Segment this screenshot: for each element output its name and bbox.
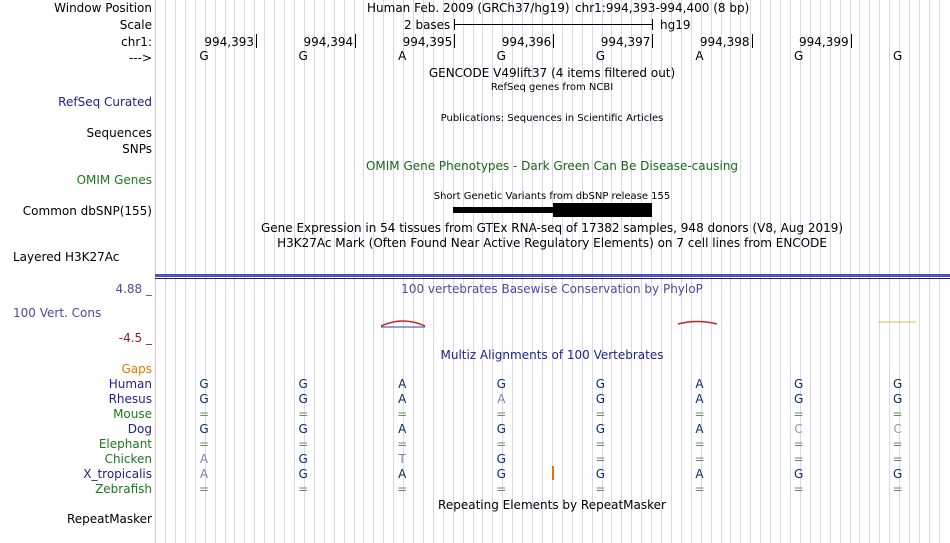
reference-base: G (496, 49, 506, 63)
grid-line (750, 0, 751, 543)
alignment-base: = (595, 482, 606, 496)
gencode-track-title[interactable]: GENCODE V49lift37 (4 items filtered out) (428, 66, 676, 80)
alignment-base: A (695, 377, 704, 391)
ruler-tick (454, 34, 455, 48)
species-label-x_tropicalis[interactable]: X_tropicalis (83, 467, 152, 481)
grid-line (810, 0, 811, 543)
alignment-base: G (893, 392, 903, 406)
alignment-base: G (793, 392, 804, 406)
alignment-base: = (694, 482, 705, 496)
alignment-base: A (398, 467, 407, 481)
alignment-base: A (199, 452, 209, 466)
alignment-base: = (793, 407, 804, 421)
grid-line (463, 0, 464, 543)
label-sequences[interactable]: Sequences (86, 126, 152, 140)
alignment-base: A (695, 467, 704, 481)
grid-line (820, 0, 821, 543)
grid-line (453, 0, 454, 543)
grid-line (185, 0, 186, 543)
label-phylop-max[interactable]: 4.88 _ (115, 282, 152, 296)
ruler-coordinate: 994,397 (600, 35, 651, 49)
alignment-base: = (496, 407, 507, 421)
label-phylop-min[interactable]: -4.5 _ (118, 331, 152, 345)
grid-line (721, 0, 722, 543)
ruler-coordinate: 994,395 (402, 35, 453, 49)
grid-line (780, 0, 781, 543)
grid-line (473, 0, 474, 543)
label-common-dbsnp[interactable]: Common dbSNP(155) (22, 204, 152, 218)
grid-line (850, 0, 851, 543)
alignment-base: G (793, 377, 804, 391)
grid-line (443, 0, 444, 543)
grid-line (840, 0, 841, 543)
grid-line (830, 0, 831, 543)
grid-line (929, 0, 930, 543)
alignment-base: G (298, 377, 308, 391)
grid-line (363, 0, 364, 543)
label-omim-genes[interactable]: OMIM Genes (76, 173, 152, 187)
alignment-base: G (595, 392, 606, 406)
grid-line (671, 0, 672, 543)
ruler-tick (652, 34, 653, 48)
alignment-base: A (199, 467, 209, 481)
label-repeatmasker[interactable]: RepeatMasker (66, 512, 152, 526)
alignment-base: G (298, 422, 308, 436)
alignment-base: = (397, 407, 408, 421)
h3k27ac-track-title[interactable]: H3K27Ac Mark (Often Found Near Active Regulatory Elements) on 7 cell lines from ENCODE (277, 236, 827, 250)
phylop-track-title[interactable]: 100 vertebrates Basewise Conservation by PhyloP (401, 282, 703, 296)
grid-line (314, 0, 315, 543)
alignment-base: A (398, 377, 407, 391)
reference-base: G (199, 49, 209, 63)
species-label-chicken[interactable]: Chicken (104, 452, 152, 466)
species-label-rhesus[interactable]: Rhesus (108, 392, 152, 406)
label-100-vert-cons[interactable]: 100 Vert. Cons (13, 306, 102, 320)
grid-line (284, 0, 285, 543)
label-strand[interactable]: ---> (128, 51, 152, 65)
grid-line (324, 0, 325, 543)
position-text: chr1:994,393-994,400 (8 bp) (575, 1, 750, 15)
alignment-base: G (298, 392, 308, 406)
label-chrom[interactable]: chr1: (121, 35, 152, 49)
grid-line (919, 0, 920, 543)
assembly-title: Human Feb. 2009 (GRCh37/hg19) (367, 1, 570, 15)
alignment-base: A (695, 392, 704, 406)
label-layered-h3k27ac[interactable]: Layered H3K27Ac (13, 250, 120, 264)
alignment-base: = (496, 437, 507, 451)
grid-line (859, 0, 860, 543)
grid-line (760, 0, 761, 543)
alignment-base: A (695, 422, 704, 436)
insertion-marker (552, 466, 554, 480)
grid-line (681, 0, 682, 543)
alignment-base: G (893, 377, 903, 391)
track-group-separator (155, 274, 950, 277)
grid-line (383, 0, 384, 543)
alignment-base: G (199, 377, 209, 391)
alignment-base: T (398, 452, 406, 466)
grid-line (661, 0, 662, 543)
ruler-coordinate: 994,393 (204, 35, 254, 49)
grid-line (711, 0, 712, 543)
alignment-base: = (694, 407, 705, 421)
alignment-base: = (793, 482, 804, 496)
alignment-base: A (497, 392, 506, 406)
grid-line (413, 0, 414, 543)
alignment-base: = (496, 482, 507, 496)
grid-line (264, 0, 265, 543)
species-label-mouse[interactable]: Mouse (113, 407, 152, 421)
grid-line (651, 0, 652, 543)
alignment-base: = (892, 407, 903, 421)
alignment-base: = (595, 452, 606, 466)
repeatmasker-track-title[interactable]: Repeating Elements by RepeatMasker (438, 498, 666, 512)
grid-line (274, 0, 275, 543)
alignment-base: G (496, 452, 506, 466)
dbsnp-track-title[interactable]: Short Genetic Variants from dbSNP release 155 (433, 191, 671, 202)
ruler-coordinate: 994,396 (501, 35, 552, 49)
grid-line (234, 0, 235, 543)
grid-line (909, 0, 910, 543)
grid-line (244, 0, 245, 543)
alignment-base: G (199, 422, 209, 436)
reference-base: G (893, 49, 903, 63)
alignment-base: G (595, 467, 606, 481)
grid-line-border (155, 0, 156, 543)
reference-base: A (695, 49, 704, 63)
ruler-coordinate: 994,394 (303, 35, 354, 49)
alignment-base: = (595, 437, 606, 451)
alignment-base: = (595, 407, 606, 421)
grid-line (939, 0, 940, 543)
dbsnp-variant-bar[interactable] (553, 203, 652, 217)
grid-line (879, 0, 880, 543)
label-scale[interactable]: Scale (119, 18, 152, 32)
alignment-base: = (198, 437, 210, 451)
grid-line (621, 0, 622, 543)
grid-line (373, 0, 374, 543)
alignment-base: = (793, 437, 804, 451)
alignment-base: = (298, 482, 309, 496)
db-label: hg19 (660, 18, 691, 32)
label-refseq-curated[interactable]: RefSeq Curated (58, 95, 152, 109)
reference-base: G (298, 49, 308, 63)
grid-line (482, 0, 483, 543)
alignment-base: G (595, 377, 606, 391)
grid-line (225, 0, 226, 543)
grid-line (254, 0, 255, 543)
multiz-track-title[interactable]: Multiz Alignments of 100 Vertebrates (440, 348, 664, 362)
grid-line (175, 0, 176, 543)
label-snps[interactable]: SNPs (122, 142, 152, 156)
species-label-dog[interactable]: Dog (127, 422, 152, 436)
label-window-position[interactable]: Window Position (54, 1, 152, 15)
alignment-base: G (893, 467, 903, 481)
grid-line (423, 0, 424, 543)
alignment-base: = (892, 437, 903, 451)
alignment-base: = (397, 482, 408, 496)
alignment-base: G (793, 467, 804, 481)
publications-track-title[interactable]: Publications: Sequences in Scientific Articles (440, 113, 664, 124)
ruler-coordinate: 994,399 (798, 35, 849, 49)
alignment-base: G (496, 467, 506, 481)
ruler-tick (752, 34, 753, 48)
grid-line (433, 0, 434, 543)
alignment-base: = (298, 407, 309, 421)
ruler-tick (355, 34, 356, 48)
species-label-elephant[interactable]: Elephant (98, 437, 152, 451)
label-gaps[interactable]: Gaps (121, 362, 152, 376)
alignment-base: A (398, 392, 407, 406)
grid-line (165, 0, 166, 543)
alignment-base: C (794, 422, 803, 436)
scale-text: 2 bases (404, 18, 451, 32)
ruler-tick (851, 34, 852, 48)
alignment-base: = (198, 482, 210, 496)
grid-line (631, 0, 632, 543)
scale-bar (454, 24, 652, 25)
alignment-base: = (892, 482, 903, 496)
alignment-base: G (298, 467, 308, 481)
reference-base: G (595, 49, 606, 63)
alignment-base: G (496, 422, 506, 436)
ruler-tick (553, 34, 554, 48)
alignment-base: A (398, 422, 407, 436)
alignment-base: = (694, 452, 705, 466)
alignment-base: = (694, 437, 705, 451)
grid-line (215, 0, 216, 543)
species-label-zebrafish[interactable]: Zebrafish (95, 482, 152, 496)
track-group-separator-line (155, 278, 950, 279)
grid-line (740, 0, 741, 543)
reference-base: A (398, 49, 407, 63)
scale-bar-left-end (454, 19, 455, 30)
grid-line (730, 0, 731, 543)
reference-base: G (793, 49, 804, 63)
alignment-base: = (793, 452, 804, 466)
grid-line (869, 0, 870, 543)
omim-track-title[interactable]: OMIM Gene Phenotypes - Dark Green Can Be Disease-causing (365, 159, 739, 173)
ruler-coordinate: 994,398 (699, 35, 750, 49)
grid-line (344, 0, 345, 543)
species-label-human[interactable]: Human (108, 377, 152, 391)
gtex-track-title[interactable]: Gene Expression in 54 tissues from GTEx RNA-seq of 17382 samples, 948 donors (V8, Aug 2019) (260, 221, 844, 235)
alignment-base: = (397, 437, 408, 451)
grid-line (334, 0, 335, 543)
alignment-base: = (892, 452, 903, 466)
alignment-base: = (198, 407, 210, 421)
grid-line (641, 0, 642, 543)
alignment-base: G (496, 377, 506, 391)
grid-line (354, 0, 355, 543)
alignment-base: G (298, 452, 308, 466)
alignment-base: = (298, 437, 309, 451)
alignment-base: G (595, 422, 606, 436)
dbsnp-variant-bar[interactable] (453, 207, 553, 213)
grid-line (770, 0, 771, 543)
refseq-track-title[interactable]: RefSeq genes from NCBI (490, 82, 614, 93)
ruler-tick (256, 34, 257, 48)
scale-bar-right-end (652, 19, 653, 30)
alignment-base: C (893, 422, 902, 436)
alignment-base: G (199, 392, 209, 406)
